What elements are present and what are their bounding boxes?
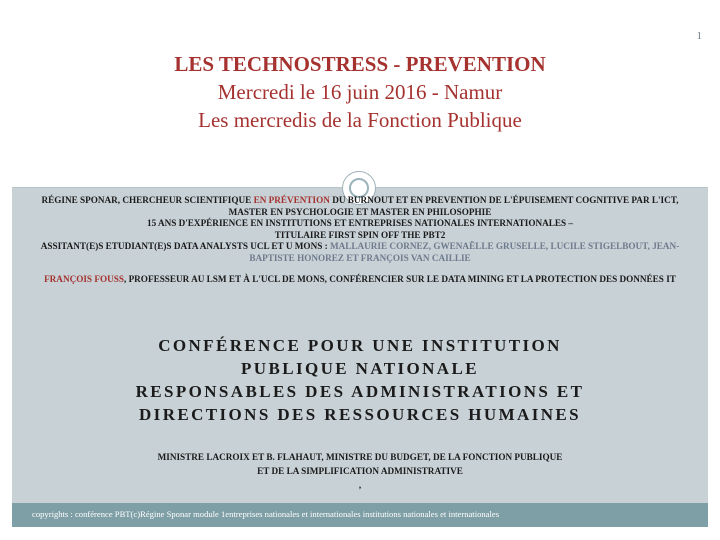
title-block (40, 50, 680, 134)
assistants-line (30, 241, 690, 264)
minister-line-3: , (358, 480, 362, 490)
sponar-text-highlight: EN PRÉVENTION (253, 195, 330, 205)
conference-line-4: DIRECTIONS DES RESSOURCES HUMAINES (139, 405, 581, 424)
copyright-text: copyrights : conférence PBT(c)Régine Sponar module 1entreprises nationales et internationales institutions nationales et internationales (32, 509, 500, 519)
conference-line-3: RESPONSABLES DES ADMINISTRATIONS ET (135, 382, 585, 401)
fouss-name: FRANÇOIS FOUSS (44, 274, 124, 284)
main-title: LES TECHNOSTRESS - PREVENTION (174, 52, 546, 76)
assistants-names: MALLAURIE CORNEZ, GWENAËLLE GRUSELLE, LUCILE STIGELBOUT, JEAN-BAPTISTE HONOREZ ET FRANÇOIS VAN CAILLIE (249, 241, 680, 263)
sponar-text-a: RÉGINE SPONAR, CHERCHEUR SCIENTIFIQUE (41, 195, 254, 205)
conference-heading (30, 334, 690, 426)
event-series: Les mercredis de la Fonction Publique (198, 108, 522, 132)
minister-line-2: ET DE LA SIMPLIFICATION ADMINISTRATIVE (257, 466, 463, 476)
titulaire-line: TITULAIRE FIRST SPIN OFF THE PBT2 (274, 229, 446, 240)
minister-line-1: MINISTRE LACROIX ET B. FLAHAUT, MINISTRE DU BUDGET, DE LA FONCTION PUBLIQUE (157, 452, 563, 462)
conference-line-2: PUBLIQUE NATIONALE (241, 359, 479, 378)
experience-line: 15 ANS D'EXPÉRIENCE EN INSTITUTIONS ET ENTREPRISES NATIONALES INTERNATIONALES – (146, 218, 574, 228)
sponar-credentials (30, 195, 690, 218)
speaker-info (30, 195, 690, 286)
fouss-line (30, 274, 690, 286)
footer-bar (12, 503, 708, 527)
minister-block (30, 450, 690, 492)
page-number: 1 (696, 30, 702, 42)
fouss-description: , PROFESSEUR AU LSM ET À L'UCL DE MONS, CONFÉRENCIER SUR LE DATA MINING ET LA PROTECTION DES DONNÉES IT (123, 274, 676, 284)
conference-line-1: CONFÉRENCE POUR UNE INSTITUTION (158, 336, 562, 355)
sponar-text-b: DU BURNOUT ET EN PREVENTION DE L'ÉPUISEMENT COGNITIVE PAR L'ICT, MASTER EN PSYCHOLOGIE ET MASTER EN PHILOSOPHIE (228, 195, 679, 217)
assistants-label: ASSITANT(E)S ETUDIANT(E)S DATA ANALYSTS UCL ET U MONS : (40, 241, 330, 251)
event-date: Mercredi le 16 juin 2016 - Namur (217, 80, 503, 104)
